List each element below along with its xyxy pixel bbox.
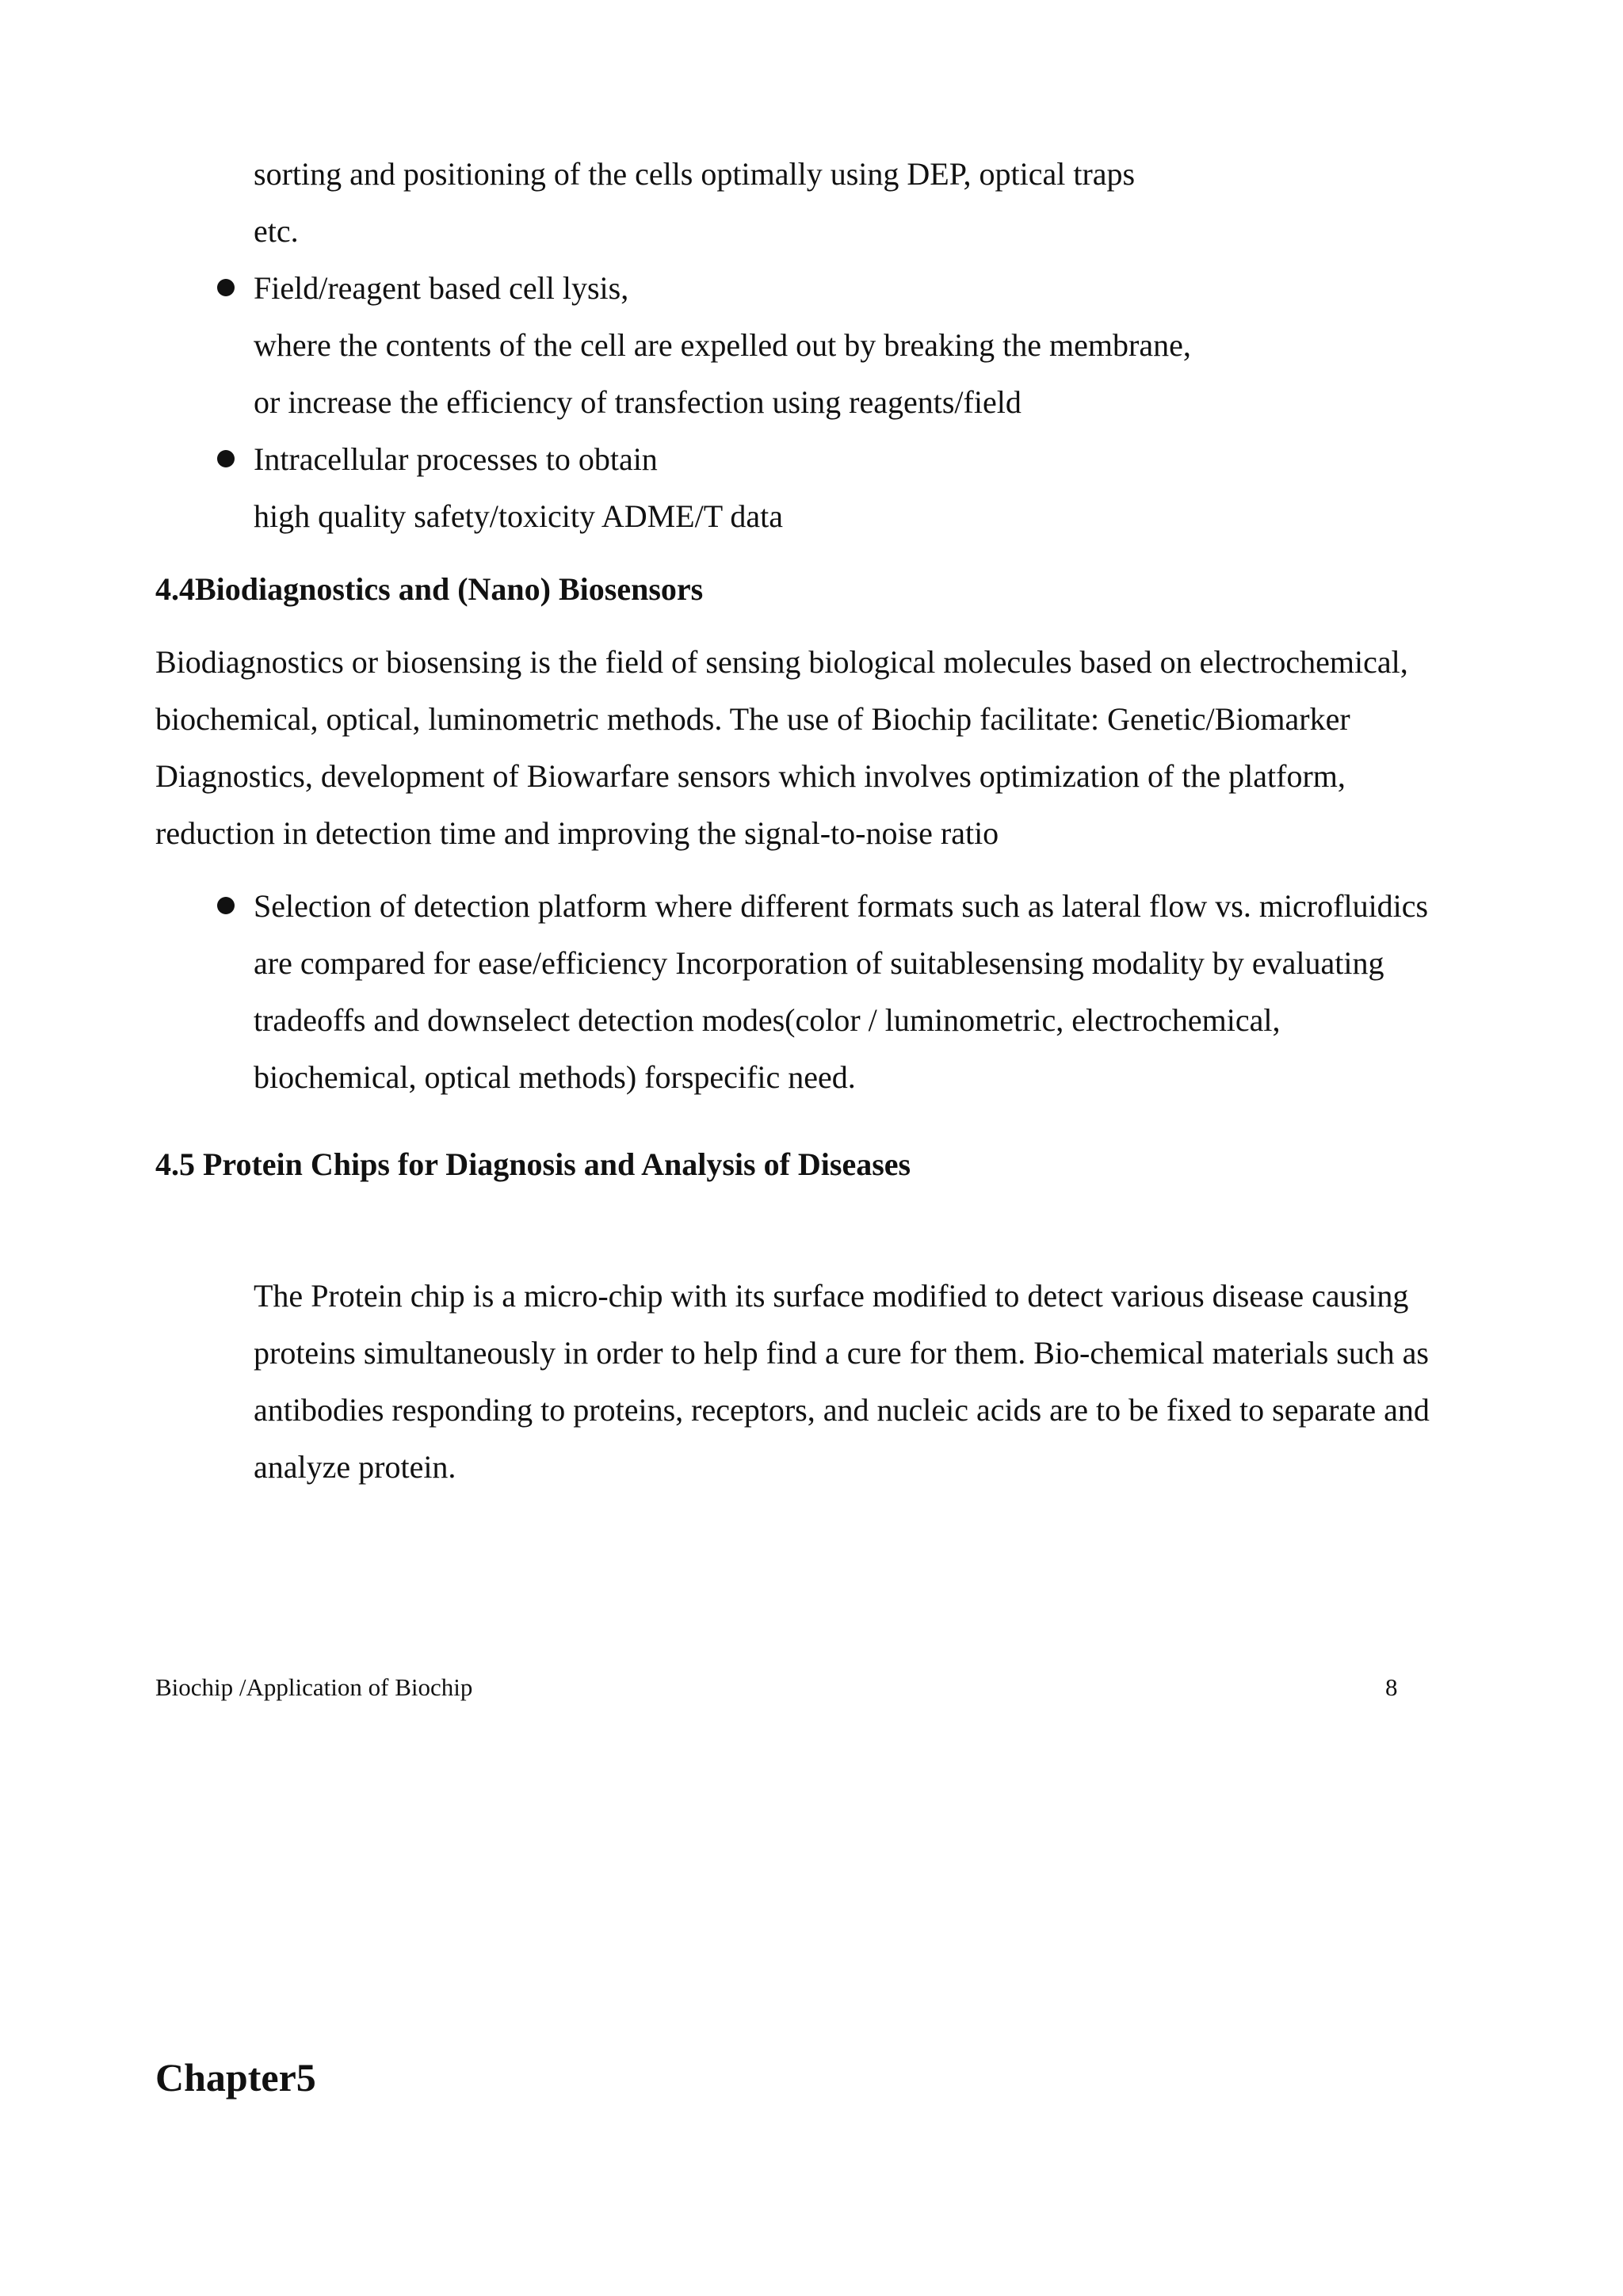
paragraph-line: Biodiagnostics or biosensing is the field of sensing biological molecules based on electrochemical, — [155, 644, 1408, 680]
list-item-line: tradeoffs and downselect detection modes(color / luminometric, electrochemical, — [254, 1002, 1281, 1038]
list-item-line: or increase the efficiency of transfection using reagents/field — [254, 384, 1022, 420]
page-footer-title: Biochip /Application of Biochip — [155, 1673, 473, 1701]
section-heading-4-4: 4.4Biodiagnostics and (Nano) Biosensors — [155, 571, 704, 607]
continued-list-line: etc. — [254, 213, 299, 249]
list-item-line: where the contents of the cell are expelled out by breaking the membrane, — [254, 327, 1191, 363]
chapter-heading: Chapter5 — [155, 2055, 316, 2100]
list-item-line: Selection of detection platform where different formats such as lateral flow vs. microfluidics — [254, 888, 1429, 924]
continued-list-line: sorting and positioning of the cells optimally using DEP, optical traps — [254, 156, 1136, 192]
paragraph-line: proteins simultaneously in order to help find a cure for them. Bio-chemical materials such as — [254, 1335, 1429, 1371]
list-item-line: biochemical, optical methods) forspecific need. — [254, 1059, 856, 1095]
paragraph-line: The Protein chip is a micro-chip with its surface modified to detect various disease causing — [254, 1278, 1409, 1314]
bullet-icon — [217, 450, 235, 467]
page-number: 8 — [1385, 1673, 1398, 1701]
list-item-first-line: Intracellular processes to obtain — [254, 441, 658, 477]
bullet-icon — [217, 279, 235, 296]
paragraph-line: biochemical, optical, luminometric methods. The use of Biochip facilitate: Genetic/Biomarker — [155, 701, 1350, 737]
paragraph-line: antibodies responding to proteins, receptors, and nucleic acids are to be fixed to separate and — [254, 1392, 1430, 1428]
paragraph-line: analyze protein. — [254, 1449, 456, 1485]
bullet-icon — [217, 897, 235, 914]
section-heading-4-5: 4.5 Protein Chips for Diagnosis and Analysis of Diseases — [155, 1146, 911, 1182]
paragraph-line: reduction in detection time and improving the signal-to-noise ratio — [155, 815, 999, 851]
list-item-line: are compared for ease/efficiency Incorporation of suitablesensing modality by evaluating — [254, 945, 1384, 981]
list-item-line: high quality safety/toxicity ADME/T data — [254, 498, 784, 534]
list-item-first-line: Field/reagent based cell lysis, — [254, 270, 629, 306]
paragraph-line: Diagnostics, development of Biowarfare sensors which involves optimization of the platform, — [155, 758, 1346, 794]
